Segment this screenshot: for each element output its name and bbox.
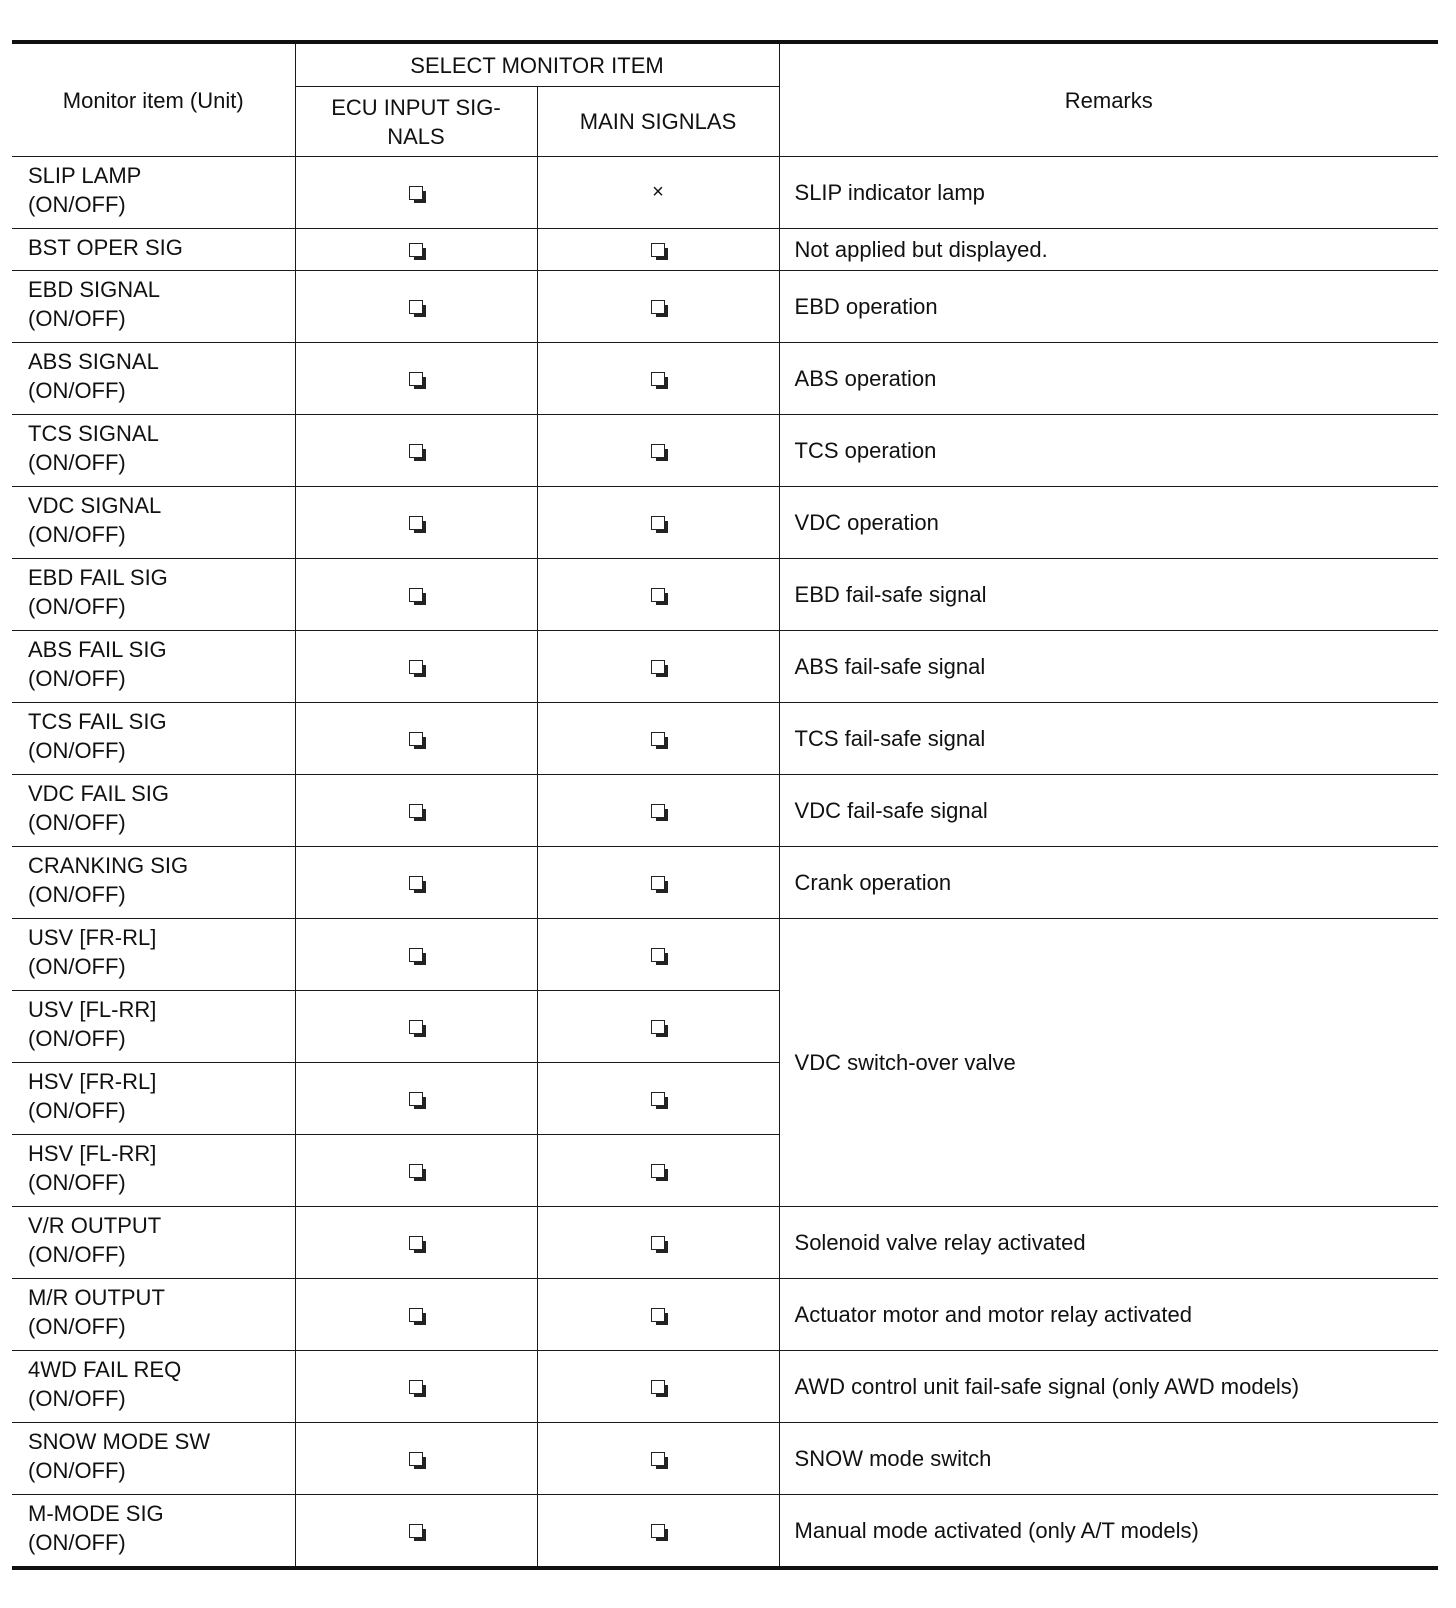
checkbox-icon — [409, 516, 423, 530]
remarks-cell: Actuator motor and motor relay activated — [779, 1279, 1438, 1351]
monitor-item-name: VDC SIGNAL — [28, 493, 162, 518]
checkbox-icon — [409, 804, 423, 818]
checkbox-icon — [409, 186, 423, 200]
monitor-item-unit: (ON/OFF) — [28, 1314, 126, 1339]
checkbox-icon — [651, 1020, 665, 1034]
checkbox-icon — [651, 660, 665, 674]
checkbox-icon — [409, 1452, 423, 1466]
checkbox-icon — [651, 1524, 665, 1538]
remarks-cell: SLIP indicator lamp — [779, 157, 1438, 229]
main-signals-cell — [537, 415, 779, 487]
monitor-item-name: SLIP LAMP — [28, 163, 142, 188]
remarks-cell: VDC switch-over valve — [779, 919, 1438, 1207]
main-signals-cell — [537, 157, 779, 229]
main-signals-cell — [537, 775, 779, 847]
ecu-input-signals-cell — [295, 991, 537, 1063]
remarks-cell: ABS operation — [779, 343, 1438, 415]
monitor-item-cell — [12, 1495, 295, 1569]
checkbox-icon — [409, 732, 423, 746]
monitor-item-name: ABS FAIL SIG — [28, 637, 167, 662]
table-row — [12, 1279, 1438, 1351]
checkbox-icon — [651, 1092, 665, 1106]
monitor-item-cell — [12, 775, 295, 847]
ecu-input-signals-cell — [295, 1495, 537, 1569]
checkbox-icon — [651, 588, 665, 602]
monitor-item-name: SNOW MODE SW — [28, 1429, 211, 1454]
monitor-item-unit: (ON/OFF) — [28, 1458, 126, 1483]
checkbox-icon — [651, 516, 665, 530]
monitor-item-name: TCS SIGNAL — [28, 421, 159, 446]
remarks-cell: Not applied but displayed. — [779, 229, 1438, 271]
remarks-cell: EBD operation — [779, 271, 1438, 343]
header-select-monitor-item: SELECT MONITOR ITEM — [295, 42, 779, 87]
remarks-cell: VDC operation — [779, 487, 1438, 559]
monitor-item-name: 4WD FAIL REQ — [28, 1357, 182, 1382]
monitor-item-name: EBD FAIL SIG — [28, 565, 168, 590]
table-row — [12, 847, 1438, 919]
remarks-cell: Crank operation — [779, 847, 1438, 919]
ecu-input-signals-cell — [295, 1351, 537, 1423]
header-ecu-input-line2: NALS — [387, 123, 445, 149]
ecu-input-signals-cell — [295, 847, 537, 919]
checkbox-icon — [651, 300, 665, 314]
checkbox-icon — [651, 948, 665, 962]
remarks-cell: SNOW mode switch — [779, 1423, 1438, 1495]
monitor-item-unit: (ON/OFF) — [28, 738, 126, 763]
ecu-input-signals-cell — [295, 775, 537, 847]
table-row — [12, 1207, 1438, 1279]
table-row — [12, 487, 1438, 559]
monitor-item-cell — [12, 271, 295, 343]
checkbox-icon — [651, 1380, 665, 1394]
table-row — [12, 1423, 1438, 1495]
checkbox-icon — [409, 1164, 423, 1178]
table-row — [12, 343, 1438, 415]
monitor-item-cell — [12, 703, 295, 775]
monitor-item-name: ABS SIGNAL — [28, 349, 159, 374]
monitor-item-name: V/R OUTPUT — [28, 1213, 162, 1238]
monitor-item-unit: (ON/OFF) — [28, 666, 126, 691]
monitor-item-unit: (ON/OFF) — [28, 882, 126, 907]
header-ecu-input-signals — [295, 87, 537, 157]
header-ecu-input-line1: ECU INPUT SIG- — [331, 94, 501, 120]
monitor-item-unit: (ON/OFF) — [28, 954, 126, 979]
checkbox-icon — [651, 804, 665, 818]
checkbox-icon — [409, 243, 423, 257]
monitor-item-unit: (ON/OFF) — [28, 810, 126, 835]
monitor-item-unit: (ON/OFF) — [28, 1026, 126, 1051]
cross-mark: × — [652, 181, 664, 203]
header-main-signals: MAIN SIGNLAS — [537, 87, 779, 157]
header-remarks: Remarks — [779, 42, 1438, 157]
table-row — [12, 415, 1438, 487]
checkbox-icon — [651, 372, 665, 386]
monitor-item-cell — [12, 343, 295, 415]
checkbox-icon — [651, 243, 665, 257]
remarks-cell: TCS fail-safe signal — [779, 703, 1438, 775]
ecu-input-signals-cell — [295, 343, 537, 415]
monitor-item-name: CRANKING SIG — [28, 853, 189, 878]
ecu-input-signals-cell — [295, 1279, 537, 1351]
main-signals-cell — [537, 847, 779, 919]
monitor-item-name: USV [FL-RR] — [28, 997, 157, 1022]
table-row — [12, 919, 1438, 991]
monitor-item-name: EBD SIGNAL — [28, 277, 161, 302]
ecu-input-signals-cell — [295, 157, 537, 229]
remarks-cell: TCS operation — [779, 415, 1438, 487]
main-signals-cell — [537, 343, 779, 415]
checkbox-icon — [409, 1020, 423, 1034]
monitor-item-cell — [12, 1351, 295, 1423]
monitor-item-cell — [12, 229, 295, 271]
checkbox-icon — [651, 1308, 665, 1322]
monitor-item-cell — [12, 1063, 295, 1135]
monitor-item-unit: (ON/OFF) — [28, 522, 126, 547]
monitor-item-unit: (ON/OFF) — [28, 1098, 126, 1123]
main-signals-cell — [537, 991, 779, 1063]
monitor-item-unit: (ON/OFF) — [28, 306, 126, 331]
main-signals-cell — [537, 1207, 779, 1279]
monitor-item-unit: (ON/OFF) — [28, 594, 126, 619]
table-row — [12, 229, 1438, 271]
checkbox-icon — [409, 948, 423, 962]
ecu-input-signals-cell — [295, 631, 537, 703]
ecu-input-signals-cell — [295, 919, 537, 991]
ecu-input-signals-cell — [295, 271, 537, 343]
table-row — [12, 271, 1438, 343]
checkbox-icon — [651, 1164, 665, 1178]
ecu-input-signals-cell — [295, 1423, 537, 1495]
monitor-item-cell — [12, 847, 295, 919]
monitor-item-unit: (ON/OFF) — [28, 1170, 126, 1195]
checkbox-icon — [409, 876, 423, 890]
monitor-item-name: M/R OUTPUT — [28, 1285, 165, 1310]
monitor-item-cell — [12, 559, 295, 631]
checkbox-icon — [409, 1308, 423, 1322]
main-signals-cell — [537, 919, 779, 991]
monitor-item-unit: (ON/OFF) — [28, 1530, 126, 1555]
main-signals-cell — [537, 271, 779, 343]
checkbox-icon — [409, 372, 423, 386]
monitor-item-table — [12, 40, 1438, 1570]
table-row — [12, 559, 1438, 631]
checkbox-icon — [651, 1452, 665, 1466]
table-row — [12, 1351, 1438, 1423]
ecu-input-signals-cell — [295, 1135, 537, 1207]
monitor-item-unit: (ON/OFF) — [28, 1242, 126, 1267]
main-signals-cell — [537, 1279, 779, 1351]
checkbox-icon — [651, 732, 665, 746]
checkbox-icon — [651, 876, 665, 890]
main-signals-cell — [537, 559, 779, 631]
table-row — [12, 631, 1438, 703]
checkbox-icon — [651, 1236, 665, 1250]
ecu-input-signals-cell — [295, 229, 537, 271]
monitor-item-name: TCS FAIL SIG — [28, 709, 167, 734]
table-row — [12, 775, 1438, 847]
table-row — [12, 157, 1438, 229]
remarks-cell: Manual mode activated (only A/T models) — [779, 1495, 1438, 1569]
checkbox-icon — [409, 300, 423, 314]
checkbox-icon — [409, 588, 423, 602]
monitor-item-cell — [12, 1279, 295, 1351]
checkbox-icon — [409, 1236, 423, 1250]
monitor-item-name: BST OPER SIG — [28, 235, 183, 260]
monitor-item-cell — [12, 1135, 295, 1207]
monitor-item-cell — [12, 157, 295, 229]
remarks-cell: AWD control unit fail-safe signal (only AWD models) — [779, 1351, 1438, 1423]
remarks-cell: ABS fail-safe signal — [779, 631, 1438, 703]
main-signals-cell — [537, 487, 779, 559]
main-signals-cell — [537, 631, 779, 703]
monitor-item-unit: (ON/OFF) — [28, 192, 126, 217]
monitor-item-cell — [12, 487, 295, 559]
monitor-item-name: HSV [FR-RL] — [28, 1069, 157, 1094]
monitor-item-name: USV [FR-RL] — [28, 925, 157, 950]
remarks-cell: Solenoid valve relay activated — [779, 1207, 1438, 1279]
main-signals-cell — [537, 1495, 779, 1569]
table-row — [12, 703, 1438, 775]
checkbox-icon — [409, 1524, 423, 1538]
ecu-input-signals-cell — [295, 487, 537, 559]
main-signals-cell — [537, 1135, 779, 1207]
checkbox-icon — [409, 1380, 423, 1394]
main-signals-cell — [537, 229, 779, 271]
monitor-item-cell — [12, 415, 295, 487]
monitor-item-name: HSV [FL-RR] — [28, 1141, 157, 1166]
ecu-input-signals-cell — [295, 415, 537, 487]
monitor-item-cell — [12, 1423, 295, 1495]
remarks-cell: EBD fail-safe signal — [779, 559, 1438, 631]
monitor-item-name: M-MODE SIG — [28, 1501, 164, 1526]
checkbox-icon — [409, 660, 423, 674]
monitor-item-cell — [12, 631, 295, 703]
checkbox-icon — [651, 444, 665, 458]
ecu-input-signals-cell — [295, 1207, 537, 1279]
header-monitor-item: Monitor item (Unit) — [12, 42, 295, 157]
monitor-item-unit: (ON/OFF) — [28, 450, 126, 475]
remarks-cell: VDC fail-safe signal — [779, 775, 1438, 847]
ecu-input-signals-cell — [295, 1063, 537, 1135]
monitor-item-cell — [12, 919, 295, 991]
monitor-item-cell — [12, 991, 295, 1063]
main-signals-cell — [537, 703, 779, 775]
ecu-input-signals-cell — [295, 703, 537, 775]
checkbox-icon — [409, 1092, 423, 1106]
monitor-item-cell — [12, 1207, 295, 1279]
monitor-item-unit: (ON/OFF) — [28, 1386, 126, 1411]
main-signals-cell — [537, 1351, 779, 1423]
main-signals-cell — [537, 1063, 779, 1135]
table-row — [12, 1495, 1438, 1569]
monitor-item-name: VDC FAIL SIG — [28, 781, 170, 806]
main-signals-cell — [537, 1423, 779, 1495]
checkbox-icon — [409, 444, 423, 458]
monitor-item-unit: (ON/OFF) — [28, 378, 126, 403]
ecu-input-signals-cell — [295, 559, 537, 631]
